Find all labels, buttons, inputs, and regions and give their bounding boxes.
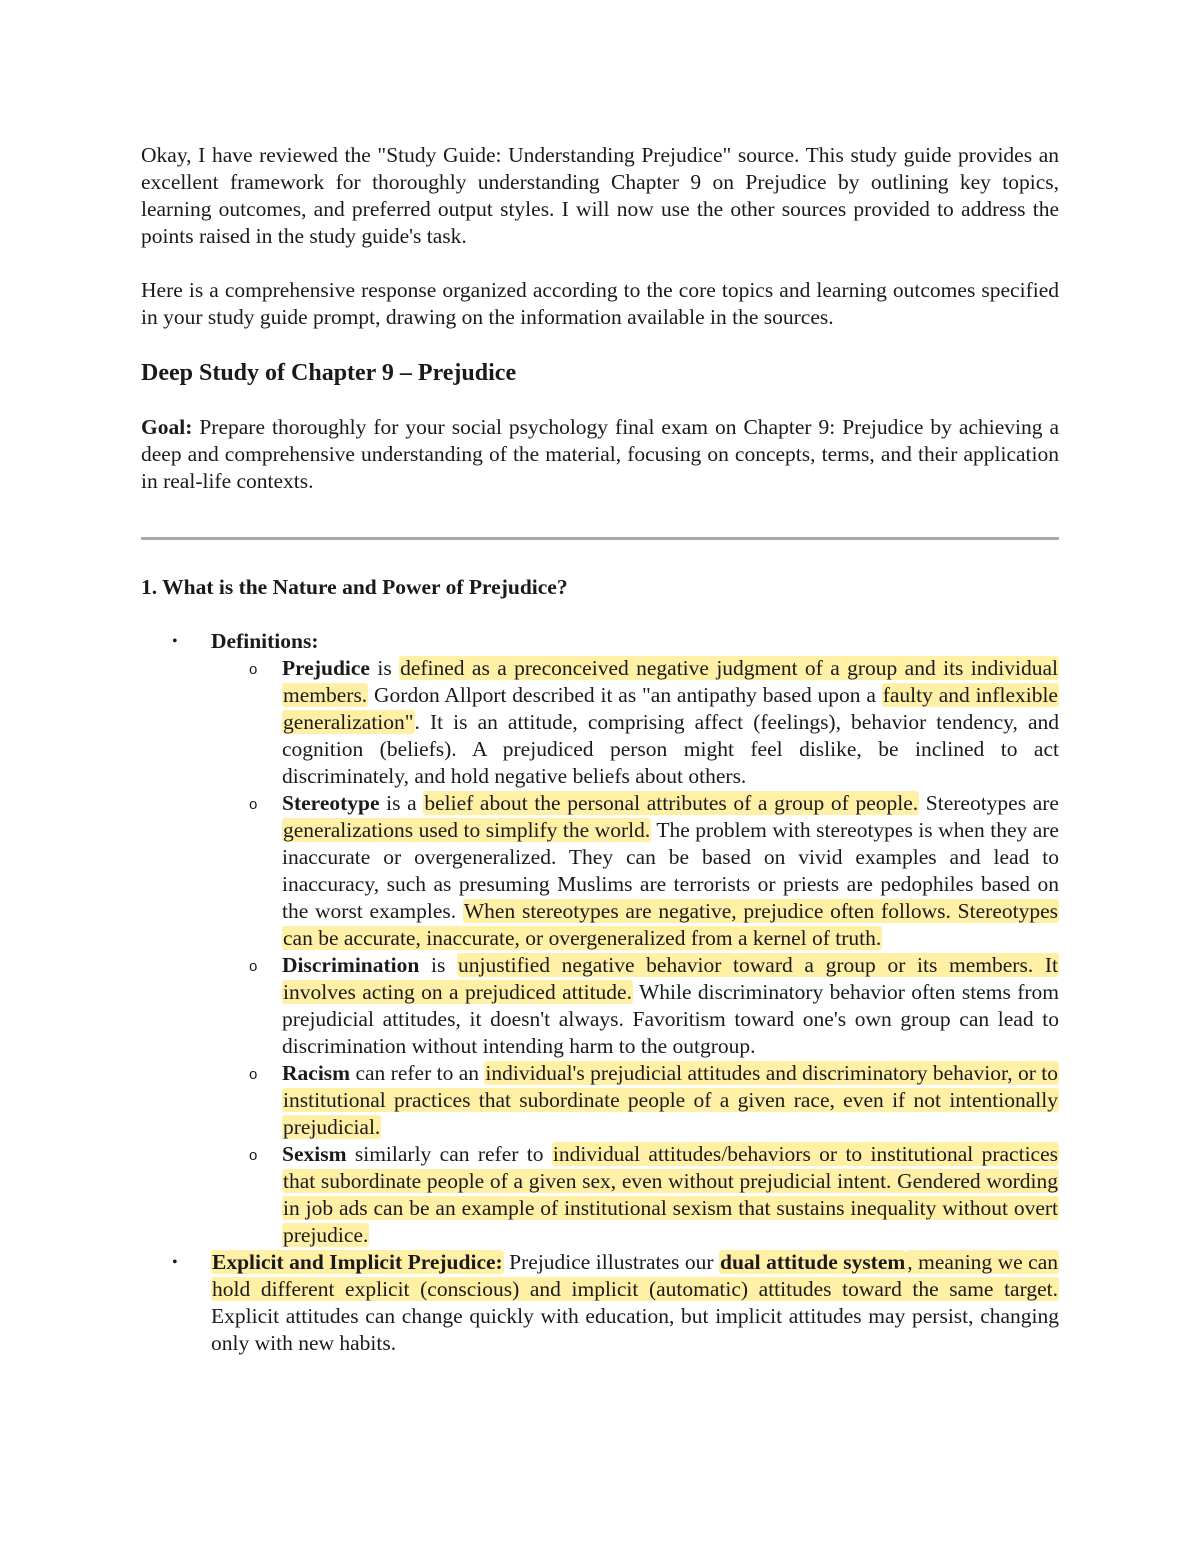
section-title: 1. What is the Nature and Power of Prejudice? (141, 575, 568, 599)
page-heading: Deep Study of Chapter 9 – Prejudice (141, 360, 517, 386)
intro-paragraph-2: Here is a comprehensive response organized according to the core topics and learning outcomes specified in your study guide prompt, drawing on the information available in the sources. (141, 278, 1059, 329)
highlighted-text: belief about the personal attributes of a group of people. (424, 791, 919, 815)
bullet-icon: • (172, 1254, 178, 1271)
sub-bullet-icon: o (249, 1147, 258, 1164)
highlighted-text: individual attitudes/behaviors or to institutional practices that subordinate people of a given sex, even without prejudicial intent. Gendered wording in job ads can be an example of institutional sexism that sustains inequality without overt prejudice. (283, 1142, 1058, 1247)
sub-bullet-icon: o (249, 1066, 258, 1083)
definition-text: is a (379, 791, 424, 815)
explicit-implicit-text: Prejudice illustrates our (503, 1250, 719, 1274)
goal-label: Goal: (141, 415, 193, 439)
goal-text: Prepare thoroughly for your social psychology final exam on Chapter 9: Prejudice by achieving a deep and comprehensive understanding of the material, focusing on concepts, terms, and their application in real-life contexts. (141, 415, 1059, 493)
list-item-definitions (172, 628, 1059, 1249)
main-bullet-list (141, 628, 1059, 1357)
definitions-sublist (211, 655, 1059, 1249)
highlighted-text: individual's prejudicial attitudes and discriminatory behavior, or to institutional practices that subordinate people of a given race, even if not intentionally prejudicial. (283, 1061, 1059, 1139)
sub-bullet-icon: o (249, 796, 258, 813)
definition-stereotype (249, 790, 1059, 952)
bullet-icon: • (172, 633, 178, 650)
definition-text: can refer to an (350, 1061, 485, 1085)
sub-bullet-icon: o (249, 661, 258, 678)
definition-sexism (249, 1141, 1059, 1249)
definition-text: is (419, 953, 458, 977)
definition-text: Stereotypes are (919, 791, 1059, 815)
definition-text: similarly can refer to (346, 1142, 552, 1166)
definition-racism (249, 1060, 1059, 1141)
highlighted-text: unjustified negative behavior toward a group or its members. It involves acting on a prejudiced attitude. (283, 953, 1059, 1004)
explicit-implicit-text: Explicit attitudes can change quickly with education, but implicit attitudes may persist, changing only with new habits. (211, 1304, 1059, 1355)
definition-discrimination (249, 952, 1059, 1060)
highlighted-text: defined as a preconceived negative judgment of a group and its individual members. (283, 656, 1058, 707)
highlighted-text: When stereotypes are negative, prejudice often follows. Stereotypes can be accurate, inaccurate, or overgeneralized from a kernel of truth. (283, 899, 1058, 950)
term-prejudice: Prejudice (282, 656, 370, 680)
definition-text: The problem with stereotypes is when they are inaccurate or overgeneralized. They can be based on vivid examples and lead to inaccuracy, such as presuming Muslims are terrorists or priests are pedophiles based on the worst examples. (282, 818, 1059, 923)
dual-attitude-term: dual attitude system (719, 1250, 906, 1274)
definition-prejudice (249, 655, 1059, 790)
explicit-implicit-label: Explicit and Implicit Prejudice: (212, 1250, 503, 1274)
definition-text: . It is an attitude, comprising affect (feelings), behavior tendency, and cognition (beliefs). A prejudiced person might feel dislike, be inclined to act discriminately, and hold negative beliefs about others. (282, 710, 1059, 788)
term-sexism: Sexism (282, 1142, 347, 1166)
definition-text: is (369, 656, 400, 680)
highlighted-text: faulty and inflexible generalization" (283, 683, 1058, 734)
list-item-explicit-implicit (172, 1249, 1059, 1357)
goal-paragraph (141, 414, 1059, 495)
intro-paragraph-1: Okay, I have reviewed the "Study Guide: Understanding Prejudice" source. This study guide provides an excellent framework for thoroughly understanding Chapter 9 on Prejudice by outlining key topics, learning outcomes, and preferred output styles. I will now use the other sources provided to address the points raised in the study guide's task. (141, 143, 1059, 248)
term-discrimination: Discrimination (282, 953, 420, 977)
highlighted-text: , meaning we can hold different explicit (conscious) and implicit (automatic) attitudes toward the same target. (212, 1250, 1058, 1301)
definition-text: Gordon Allport described it as "an antipathy based upon a (368, 683, 882, 707)
term-racism: Racism (282, 1061, 351, 1085)
definition-text: While discriminatory behavior often stems from prejudicial attitudes, it doesn't always. Favoritism toward one's own group can lead to discrimination without intending harm to the outgroup. (282, 980, 1059, 1058)
highlighted-text: generalizations used to simplify the world. (283, 818, 651, 842)
term-stereotype: Stereotype (282, 791, 380, 815)
definitions-label: Definitions: (211, 629, 319, 653)
horizontal-rule (141, 537, 1059, 540)
sub-bullet-icon: o (249, 958, 258, 975)
